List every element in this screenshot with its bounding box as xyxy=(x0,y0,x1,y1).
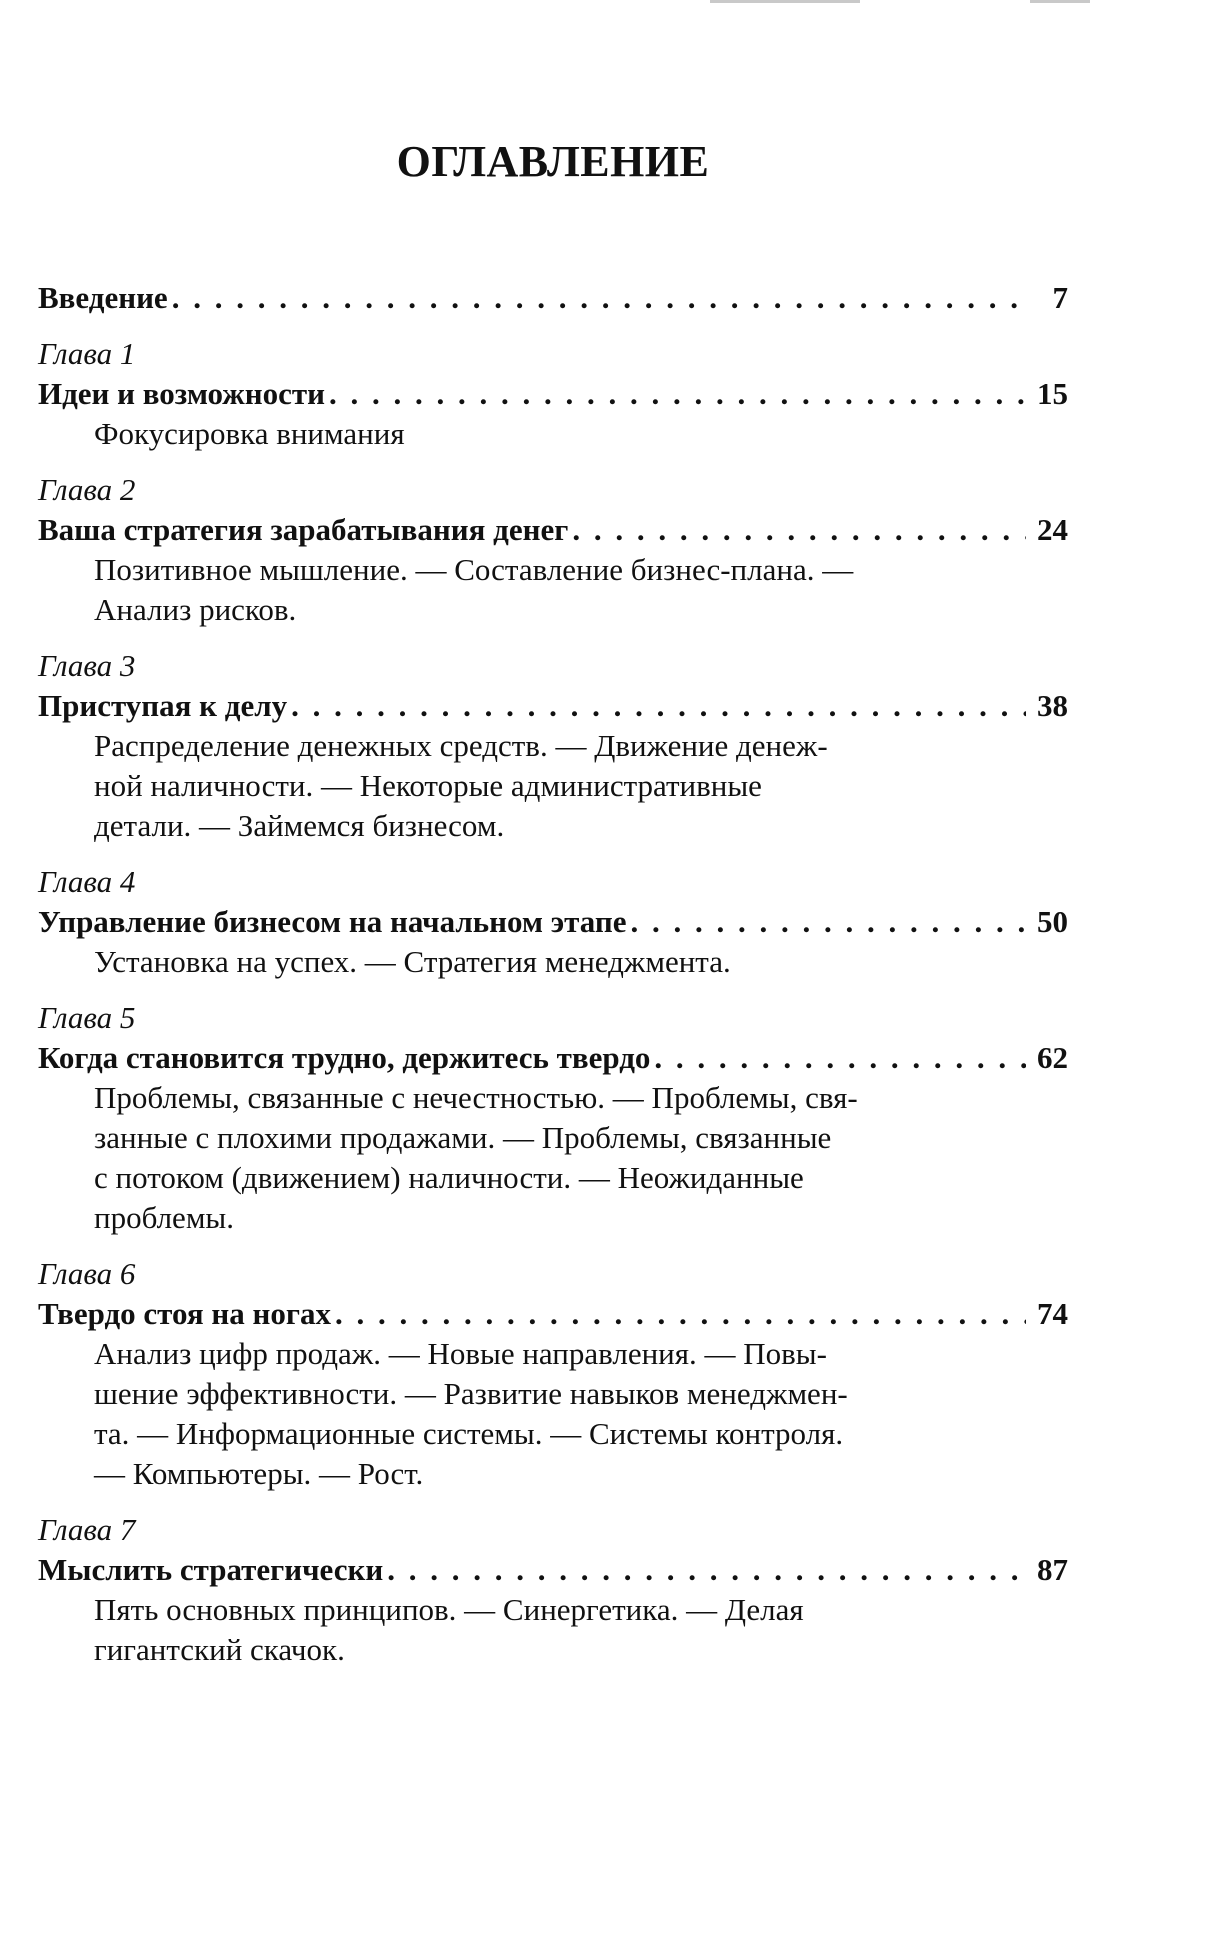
table-of-contents xyxy=(38,278,1068,1670)
chapter-description xyxy=(38,414,1068,454)
entry-title: Управление бизнесом на начальном этапе xyxy=(38,904,627,939)
page-number: 87 xyxy=(1037,1552,1068,1587)
entry-title: Приступая к делу xyxy=(38,688,288,723)
dot-leader xyxy=(291,686,1026,726)
page-number: 7 xyxy=(1052,280,1068,315)
page-number: 38 xyxy=(1037,688,1068,723)
chapter-label: Глава 6 xyxy=(38,1256,136,1291)
toc-entry-chapter-1[interactable] xyxy=(38,374,1068,414)
chapter-description xyxy=(38,550,1068,630)
description-line: с потоком (движением) наличности. — Неожиданные xyxy=(94,1160,804,1195)
chapter-description xyxy=(38,726,1068,846)
description-line: — Компьютеры. — Рост. xyxy=(94,1456,424,1491)
chapter-description xyxy=(38,942,1068,982)
description-line: Позитивное мышление. — Составление бизнес-плана. — xyxy=(94,552,854,587)
description-line: Распределение денежных средств. — Движение денеж- xyxy=(94,728,828,763)
chapter-label: Глава 7 xyxy=(38,1512,136,1547)
dot-leader xyxy=(387,1550,1026,1590)
description-line: занные с плохими продажами. — Проблемы, связанные xyxy=(94,1120,832,1155)
toc-entry-chapter-4[interactable] xyxy=(38,902,1068,942)
entry-title: Твердо стоя на ногах xyxy=(38,1296,331,1331)
page-number: 50 xyxy=(1037,904,1068,939)
description-line: шение эффективности. — Развитие навыков менеджмен- xyxy=(94,1376,848,1411)
dot-leader xyxy=(631,902,1026,942)
description-line: Фокусировка внимания xyxy=(94,416,405,451)
page-number: 24 xyxy=(1037,512,1068,547)
description-line: Анализ цифр продаж. — Новые направления. — Повы- xyxy=(94,1336,827,1371)
description-line: Установка на успех. — Стратегия менеджмента. xyxy=(94,944,731,979)
dot-leader xyxy=(335,1294,1026,1334)
page-number: 74 xyxy=(1037,1296,1068,1331)
page-title: ОГЛАВЛЕНИЕ xyxy=(396,137,710,186)
entry-title: Идеи и возможности xyxy=(38,376,325,411)
chapter-description xyxy=(38,1590,1068,1670)
dot-leader xyxy=(654,1038,1026,1078)
toc-entry-introduction[interactable] xyxy=(38,278,1068,318)
description-line: Пять основных принципов. — Синергетика. — Делая xyxy=(94,1592,804,1627)
description-line: гигантский скачок. xyxy=(94,1632,345,1667)
description-line: Проблемы, связанные с нечестностью. — Проблемы, свя- xyxy=(94,1080,858,1115)
entry-title: Ваша стратегия зарабатывания денег xyxy=(38,512,569,547)
page-number: 15 xyxy=(1037,376,1068,411)
dot-leader xyxy=(572,510,1026,550)
chapter-label: Глава 3 xyxy=(38,648,136,683)
entry-title: Мыслить стратегически xyxy=(38,1552,384,1587)
toc-entry-chapter-3[interactable] xyxy=(38,686,1068,726)
toc-entry-chapter-2[interactable] xyxy=(38,510,1068,550)
toc-entry-chapter-6[interactable] xyxy=(38,1294,1068,1334)
dot-leader xyxy=(329,374,1026,414)
chapter-label: Глава 4 xyxy=(38,864,136,899)
description-line: ной наличности. — Некоторые административные xyxy=(94,768,762,803)
page-number: 62 xyxy=(1037,1040,1068,1075)
chapter-description xyxy=(38,1334,1068,1494)
description-line: та. — Информационные системы. — Системы контроля. xyxy=(94,1416,844,1451)
entry-title: Когда становится трудно, держитесь твердо xyxy=(38,1040,651,1075)
description-line: Анализ рисков. xyxy=(94,592,297,627)
chapter-description xyxy=(38,1078,1068,1238)
toc-entry-chapter-5[interactable] xyxy=(38,1038,1068,1078)
description-line: детали. — Займемся бизнесом. xyxy=(94,808,505,843)
dot-leader xyxy=(172,278,1026,318)
book-page xyxy=(38,0,1068,1937)
entry-title: Введение xyxy=(38,280,168,315)
chapter-label: Глава 1 xyxy=(38,336,136,371)
chapter-label: Глава 2 xyxy=(38,472,136,507)
description-line: проблемы. xyxy=(94,1200,235,1235)
toc-entry-chapter-7[interactable] xyxy=(38,1550,1068,1590)
chapter-label: Глава 5 xyxy=(38,1000,136,1035)
